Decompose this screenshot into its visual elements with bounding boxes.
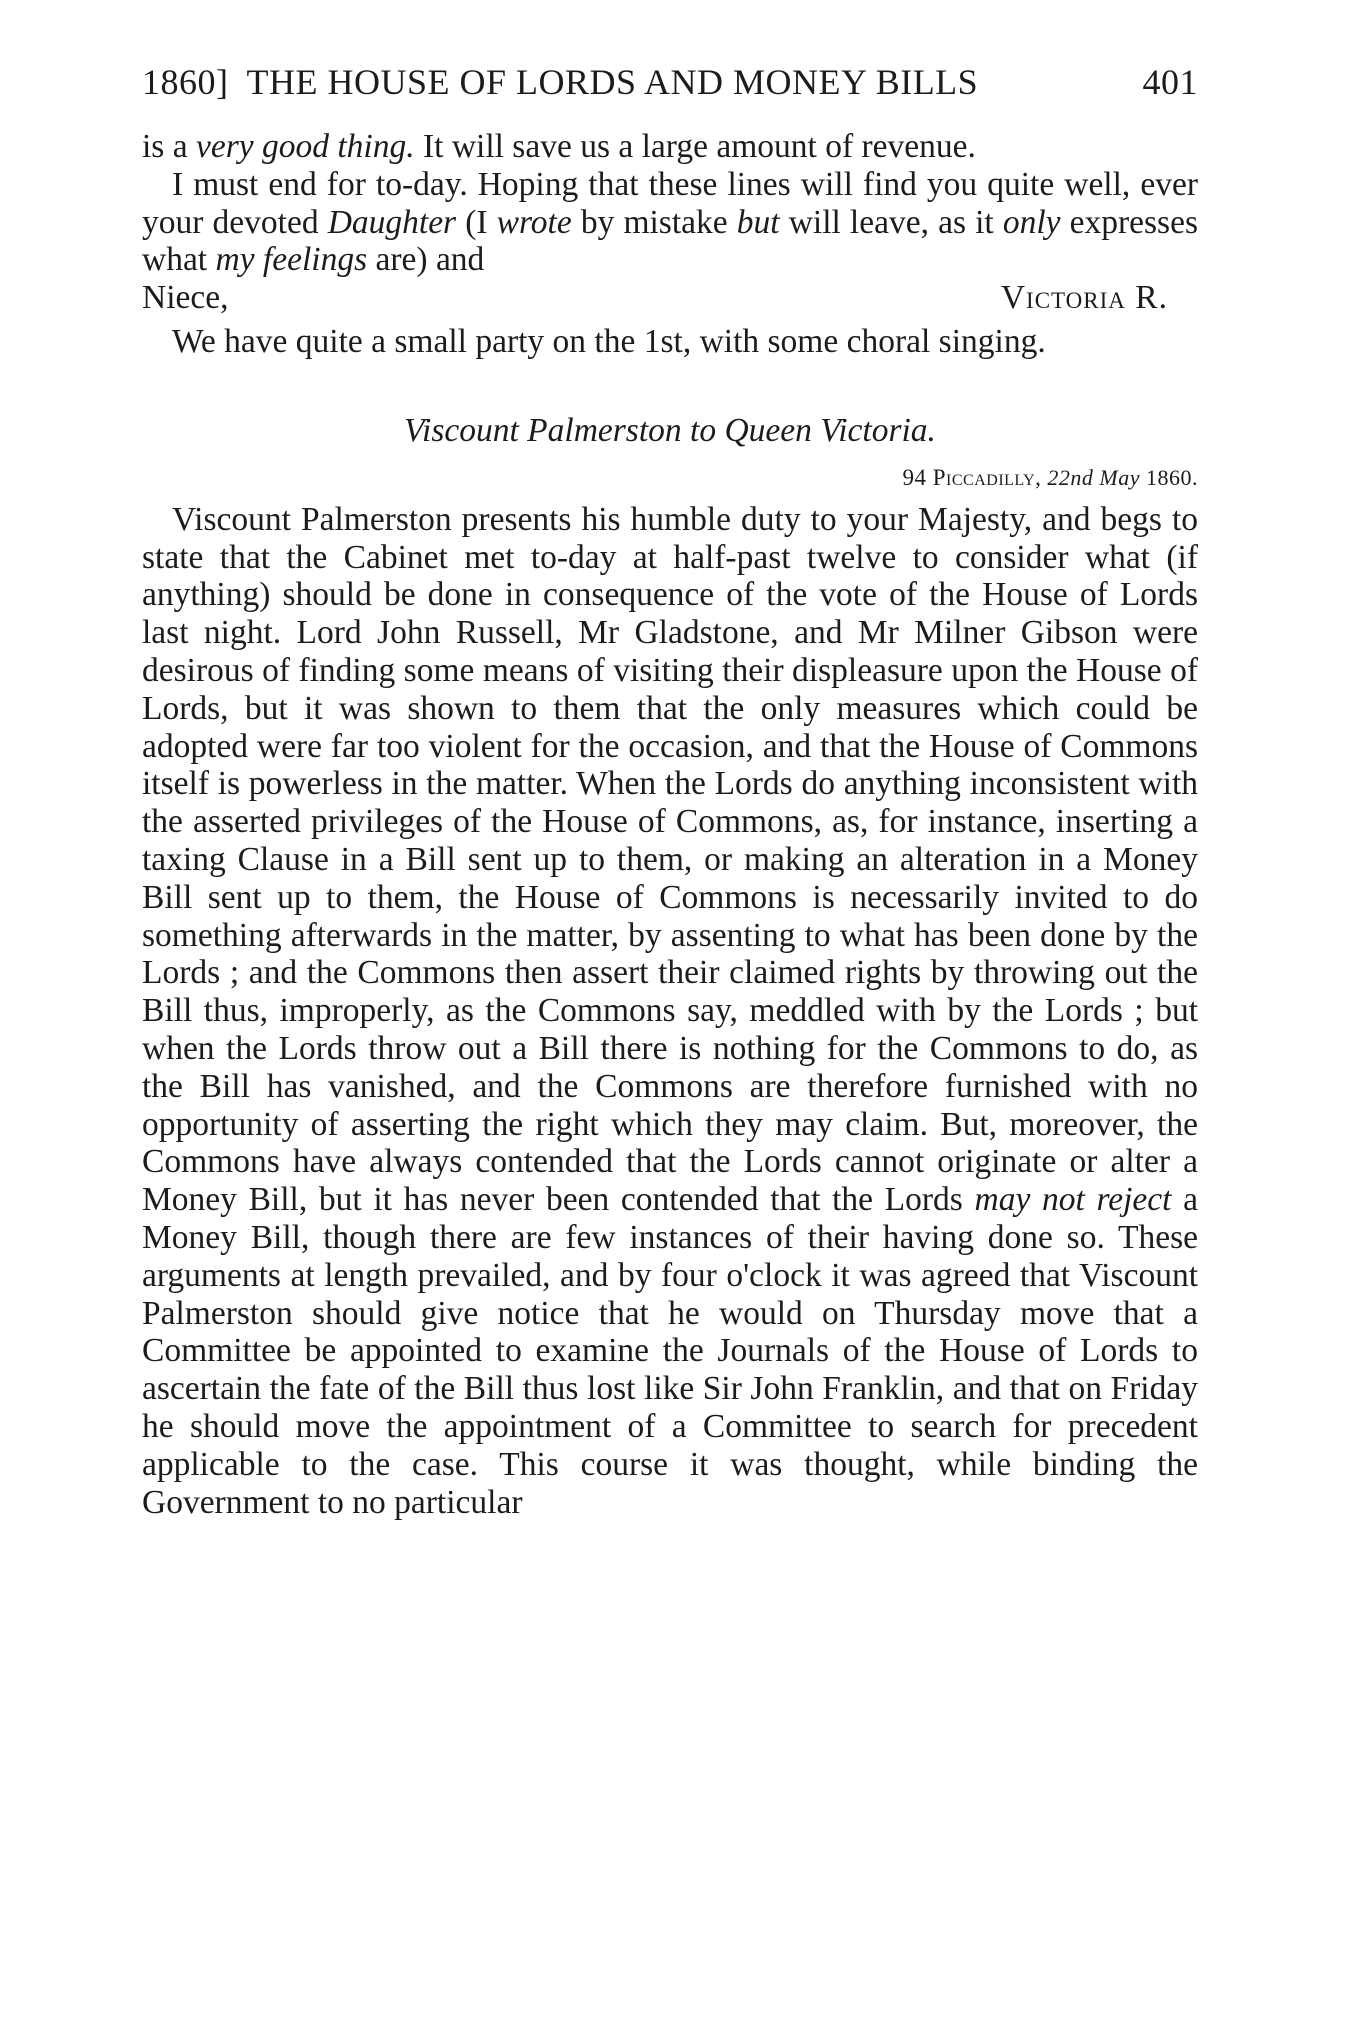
- book-page: [142, 58, 1198, 1521]
- emphasis-but: but: [736, 203, 780, 241]
- page-number: 401: [1142, 62, 1198, 102]
- emphasis-very-good-thing: very good thing.: [195, 128, 415, 165]
- emphasis-may-not-reject: may not reject: [974, 1181, 1172, 1219]
- closing-line: [142, 279, 1198, 317]
- dateline-place: 94 Piccadilly,: [902, 464, 1042, 490]
- prev-letter-paragraph-1: is a very good thing. It will save us a large amount of revenue.: [142, 128, 976, 165]
- postscript: We have quite a small party on the 1st, with some choral singing.: [172, 322, 1046, 360]
- prev-letter-paragraph-2: I must end for to-day. Hoping that these lines will find you quite well, ever your devoted Daughter (I wrote by mistake but will leave, as it only expresses what my feelings are) and: [142, 165, 1199, 279]
- letter-heading: Viscount Palmerston to Queen Victoria.: [404, 411, 936, 449]
- running-title: THE HOUSE OF LORDS AND MONEY BILLS: [246, 62, 979, 102]
- running-header: [142, 58, 1198, 106]
- emphasis-wrote: wrote: [496, 203, 572, 241]
- emphasis-only: only: [1002, 203, 1061, 241]
- letter-body: Viscount Palmerston presents his humble duty to your Majesty, and begs to state that the Cabinet met to-day at half-past twelve to consider what (if anything) should be done in consequence of the vote of the House of Lords last night. Lord John Russell, Mr Gladstone, and Mr Milner Gibson were desirous of finding some means of visiting their displeasure upon the House of Lords, but it was shown to them that the only measures which could be adopted were far too violent for the occasion, and that the House of Commons itself is powerless in the matter. When the Lords do anything inconsistent with the asserted privileges of the House of Commons, as, for instance, inserting a taxing Clause in a Bill sent up to them, or making an alteration in a Money Bill sent up to them, the House of Commons is necessarily invited to do something afterwards in the matter, by assenting to what has been done by the Lords ; and the Commons then assert their claimed rights by throwing out the Bill thus, improperly, as the Commons say, meddled with by the Lords ; but when the Lords throw out a Bill there is nothing for the Commons to do, as the Bill has vanished, and the Commons are therefore furnished with no opportunity of asserting the right which they may claim. But, moreover, the Commons have always contended that the Lords cannot originate or alter a Money Bill, but it has never been contended that the Lords may not reject a Money Bill, though there are few instances of their having done so. These arguments at length prevailed, and by four o'clock it was agreed that Viscount Palmerston should give notice that he would on Thursday move that a Committee be appointed to examine the Journals of the House of Lords to ascertain the fate of the Bill thus lost like Sir John Franklin, and that on Friday he should move the appointment of a Committee to search for precedent applicable to the case. This course it was thought, while binding the Government to no particular: [142, 500, 1198, 1521]
- signature: Victoria R.: [1000, 279, 1168, 317]
- emphasis-daughter: Daughter: [327, 203, 457, 241]
- closing-niece: Niece,: [142, 279, 229, 317]
- emphasis-my-feelings: my feelings: [215, 241, 368, 279]
- dateline-year: 1860.: [1146, 464, 1198, 490]
- dateline-date: 22nd May: [1047, 464, 1140, 490]
- header-year: 1860]: [142, 62, 229, 102]
- dateline: [142, 461, 1198, 495]
